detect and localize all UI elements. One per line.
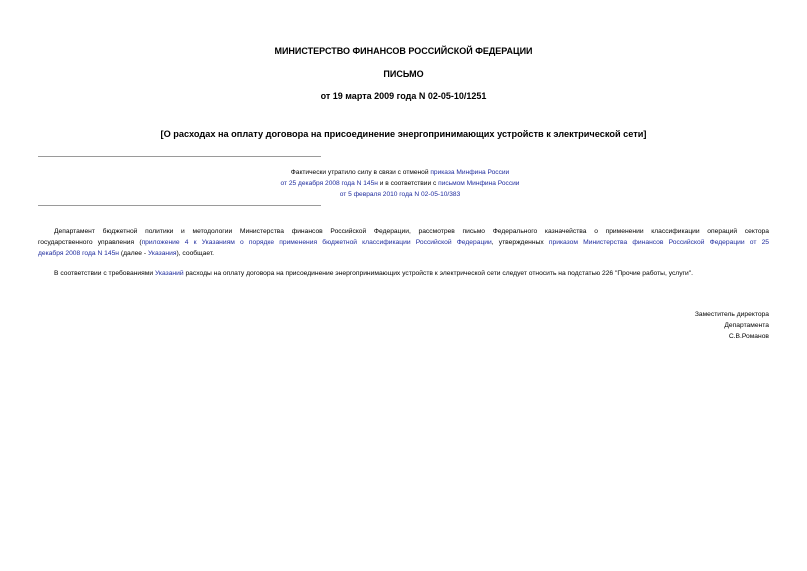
notice-text: и в соответствии с <box>377 180 439 187</box>
body-text: расходы на оплату договора на присоединение энергопринимающих устройств к электрической сети следует относить на подстатью 226 "Прочие работы, услуги". <box>183 270 693 277</box>
divider-top <box>38 156 321 157</box>
body-text: , утвержденных <box>491 239 549 246</box>
document-date: от 19 марта 2009 года N 02-05-10/1251 <box>320 91 487 101</box>
body-text: Департамент бюджетной политики и методологии Министерства финансов Российской Федерации, рассмотрев письмо Федерального казначейства о применении классификации операций сектора <box>54 228 769 235</box>
paragraph-line <box>38 226 769 237</box>
link-ministry-letter[interactable]: письмом Минфина России <box>438 180 520 187</box>
body-text: В соответствии с требованиями <box>54 270 155 277</box>
status-notice-line-1 <box>160 167 640 178</box>
divider-bottom <box>38 205 321 206</box>
notice-text: Фактически утратило силу в связи с отменой <box>290 169 431 176</box>
link-appendix-4[interactable]: приложение 4 к Указаниям о порядке применения бюджетной классификации Российской Федерации <box>141 239 492 246</box>
body-paragraph-1 <box>38 226 769 259</box>
link-order-date[interactable]: от 25 декабря 2008 года N 145н <box>280 180 378 187</box>
body-text: государственного управления ( <box>38 239 142 246</box>
paragraph-line <box>38 248 769 259</box>
body-paragraph-2 <box>38 268 769 279</box>
body-text: ), сообщает. <box>176 250 215 257</box>
link-ministry-order-full[interactable]: приказом Министерства финансов Российской Федерации от 25 <box>548 239 770 246</box>
status-notice-line-2 <box>160 178 640 189</box>
document-type: ПИСЬМО <box>383 69 424 79</box>
link-instructions-ref[interactable]: Указаний <box>154 270 184 277</box>
link-ministry-order[interactable]: приказа Минфина России <box>430 169 510 176</box>
ministry-title: МИНИСТЕРСТВО ФИНАНСОВ РОССИЙСКОЙ ФЕДЕРАЦИИ <box>274 46 533 56</box>
signature-position: Заместитель директора <box>694 311 769 318</box>
signature-name: С.В.Романов <box>728 333 769 340</box>
body-text: (далее - <box>118 250 148 257</box>
link-order-date-full[interactable]: декабря 2008 года N 145н <box>38 250 119 257</box>
link-instructions[interactable]: Указания <box>147 250 177 257</box>
document-subject: [О расходах на оплату договора на присоединение энергопринимающих устройств к электрической сети] <box>160 129 647 139</box>
link-letter-date[interactable]: от 5 февраля 2010 года N 02-05-10/383 <box>339 191 461 198</box>
signature-department: Департамента <box>724 322 769 329</box>
paragraph-line <box>38 237 769 248</box>
status-notice-line-3 <box>160 189 640 200</box>
